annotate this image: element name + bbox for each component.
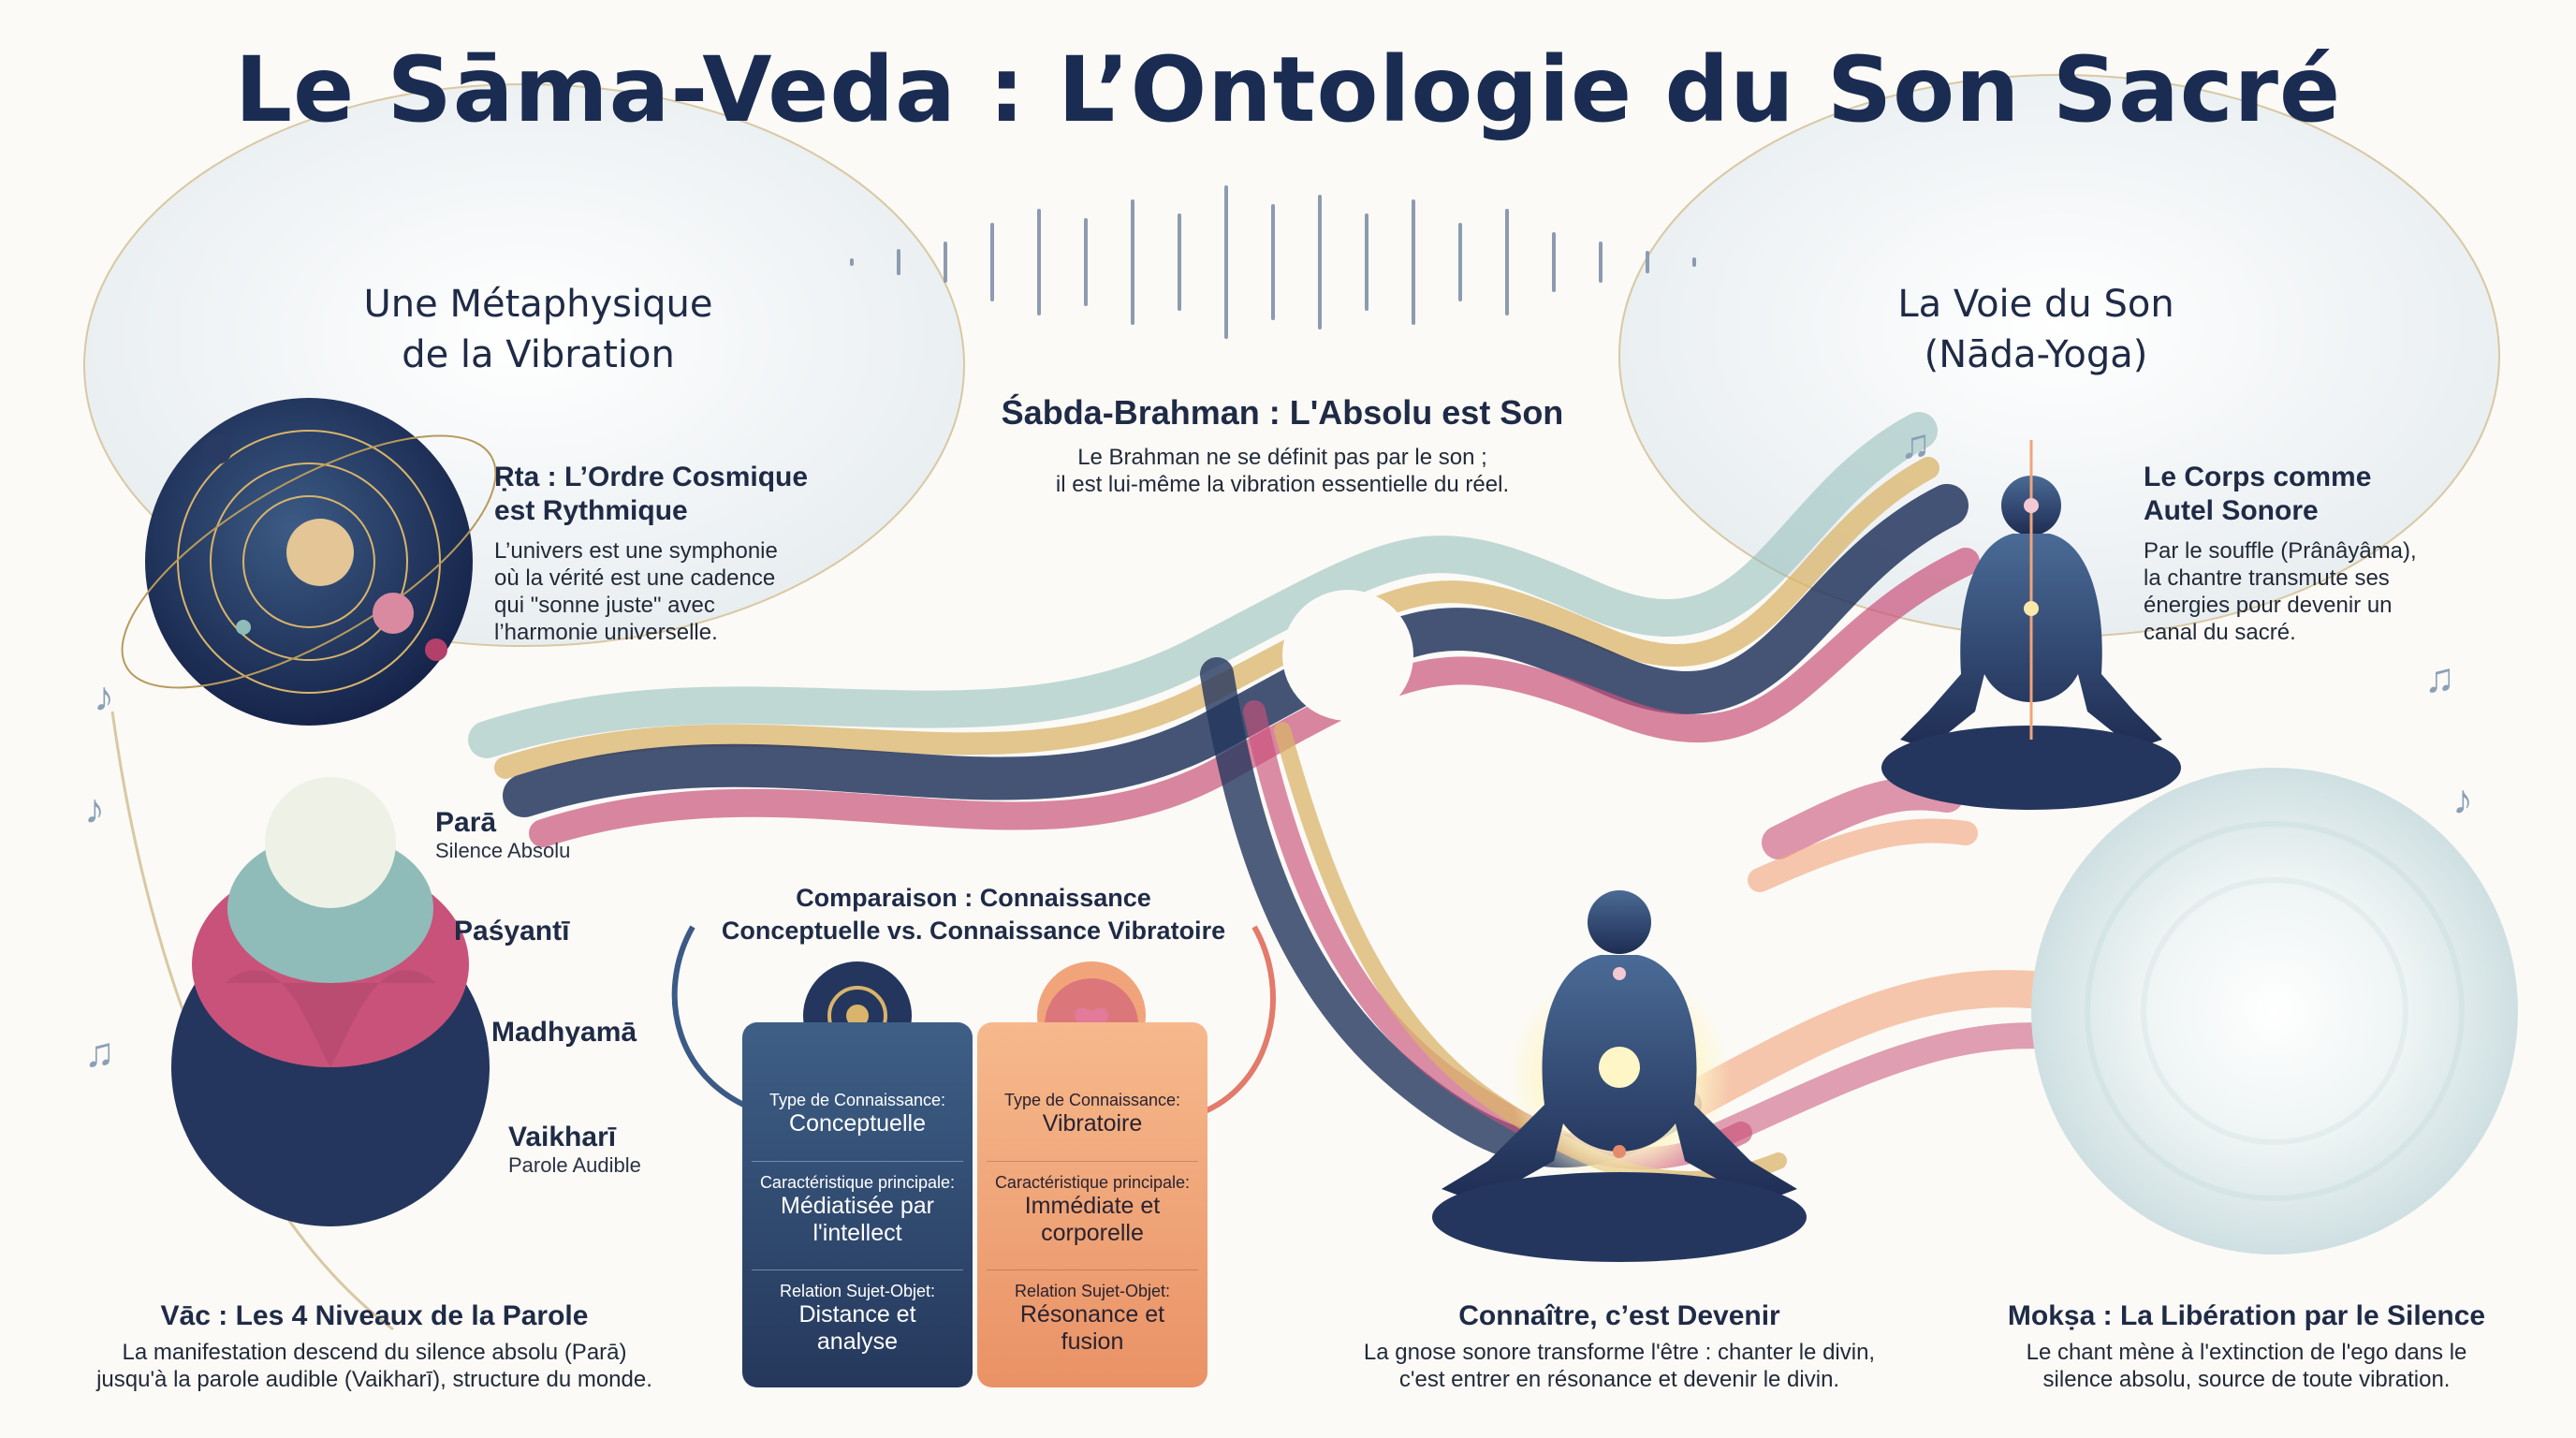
- music-note-icon: ♫: [1900, 421, 1931, 467]
- sabda-brahman-body-line: Le Brahman ne se définit pas par le son ;: [1077, 445, 1487, 470]
- vac-level-para: [435, 807, 570, 863]
- devenir-body-line: La gnose sonore transforme l'être : chanter le divin,: [1363, 1340, 1876, 1365]
- card-label: Caractéristique principale:: [759, 1173, 956, 1192]
- card-value: Immédiate et: [1024, 1193, 1161, 1219]
- vac-level-madhyama: [491, 1017, 637, 1049]
- comparison-title-line1: Comparaison : Connaissance: [796, 884, 1151, 912]
- metaphysique-heading-line1: Une Métaphysique: [363, 283, 713, 326]
- vac-caption-title: Vāc : Les 4 Niveaux de la Parole: [160, 1300, 589, 1331]
- vac-caption-body-line: La manifestation descend du silence absolu (Parā): [122, 1340, 627, 1365]
- card-value: fusion: [1061, 1328, 1124, 1355]
- music-note-icon: ♪: [2452, 777, 2473, 823]
- card-value: l'intellect: [812, 1220, 902, 1246]
- rta-body-line: L’univers est une symphonie: [494, 538, 778, 564]
- vac-level-name: Madhyamā: [491, 1017, 637, 1048]
- card-label: Type de Connaissance:: [1003, 1091, 1181, 1109]
- corps-title-line1: Le Corps comme: [2144, 462, 2372, 492]
- card-value: corporelle: [1041, 1220, 1144, 1246]
- divider: [752, 1161, 963, 1162]
- card-value: Distance et: [798, 1301, 916, 1328]
- divider: [987, 1161, 1198, 1162]
- moksa-title: Mokṣa : La Libération par le Silence: [2007, 1300, 2486, 1331]
- devenir-body-line: c'est entrer en résonance et devenir le divin.: [1398, 1367, 1840, 1392]
- card-value: Médiatisée par: [781, 1193, 934, 1219]
- corps-block: [2144, 461, 2537, 646]
- comparison-title: [693, 882, 1254, 947]
- card-value: Vibratoire: [1042, 1110, 1143, 1137]
- rta-body-line: où la vérité est une cadence: [494, 565, 776, 591]
- divider: [752, 1269, 963, 1270]
- corps-body-line: Par le souffle (Prânâyâma),: [2144, 538, 2417, 564]
- devenir-caption: [1301, 1299, 1938, 1393]
- vac-level-vaikhari: [508, 1122, 641, 1178]
- conceptual-card: [742, 1022, 973, 1387]
- comparison-title-line2: Conceptuelle vs. Connaissance Vibratoire: [721, 917, 1226, 945]
- corps-body-line: énergies pour devenir un: [2144, 593, 2393, 618]
- music-note-icon: ♪: [84, 786, 105, 832]
- rta-title-line2: est Rythmique: [494, 495, 688, 526]
- rta-title-line1: Ṛta : L’Ordre Cosmique: [494, 462, 809, 492]
- sabda-brahman-body-line: il est lui-même la vibration essentielle du réel.: [1055, 472, 1510, 497]
- nada-yoga-heading-line1: La Voie du Son: [1897, 283, 2174, 326]
- vac-level-sub: Silence Absolu: [435, 839, 571, 862]
- metaphysique-heading: [281, 279, 796, 380]
- card-label: Type de Connaissance:: [768, 1091, 946, 1109]
- vac-level-name: Paśyantī: [454, 916, 570, 946]
- music-note-icon: ♪: [94, 674, 114, 720]
- card-value: Conceptuelle: [789, 1110, 926, 1137]
- card-label: Relation Sujet-Objet:: [1014, 1282, 1171, 1300]
- card-value: analyse: [816, 1328, 899, 1355]
- music-note-icon: ♫: [84, 1030, 115, 1076]
- page-title: Le Sāma-Veda : L’Ontologie du Son Sacré: [234, 37, 2342, 142]
- card-label: Caractéristique principale:: [994, 1173, 1191, 1192]
- corps-body-line: canal du sacré.: [2144, 620, 2296, 645]
- card-label: Relation Sujet-Objet:: [779, 1282, 936, 1300]
- music-note-icon: ♫: [2424, 655, 2455, 701]
- sabda-brahman-block: [964, 391, 1601, 498]
- vac-level-name: Parā: [435, 807, 497, 838]
- nada-yoga-heading: [1807, 279, 2265, 380]
- moksa-body-line: silence absolu, source de toute vibration.: [2042, 1367, 2451, 1392]
- metaphysique-heading-line2: de la Vibration: [402, 333, 675, 376]
- vac-level-name: Vaikharī: [508, 1122, 617, 1152]
- corps-body-line: la chantre transmute ses: [2144, 565, 2390, 591]
- moksa-halo: [2031, 768, 2518, 1255]
- divider: [987, 1269, 1198, 1270]
- vac-caption: [37, 1299, 711, 1393]
- vac-level-sub: Parole Audible: [508, 1153, 641, 1177]
- devenir-title: Connaître, c’est Devenir: [1458, 1300, 1780, 1331]
- rta-block: [494, 461, 887, 646]
- corps-title-line2: Autel Sonore: [2144, 495, 2319, 526]
- vac-caption-body-line: jusqu'à la parole audible (Vaikharī), structure du monde.: [96, 1367, 652, 1392]
- card-value: Résonance et: [1019, 1301, 1165, 1328]
- moksa-body-line: Le chant mène à l'extinction de l'ego dans le: [2026, 1340, 2467, 1365]
- rta-body-line: qui "sonne juste" avec: [494, 593, 715, 618]
- nada-yoga-heading-line2: (Nāda-Yoga): [1924, 333, 2148, 376]
- sabda-brahman-title: Śabda-Brahman : L'Absolu est Son: [1001, 393, 1564, 432]
- moksa-caption: [1947, 1299, 2546, 1393]
- vac-level-pasyanti: [454, 916, 569, 947]
- sound-wave-icon: [852, 187, 1694, 337]
- rta-body-line: l’harmonie universelle.: [494, 620, 718, 645]
- vibratory-card: [977, 1022, 1208, 1387]
